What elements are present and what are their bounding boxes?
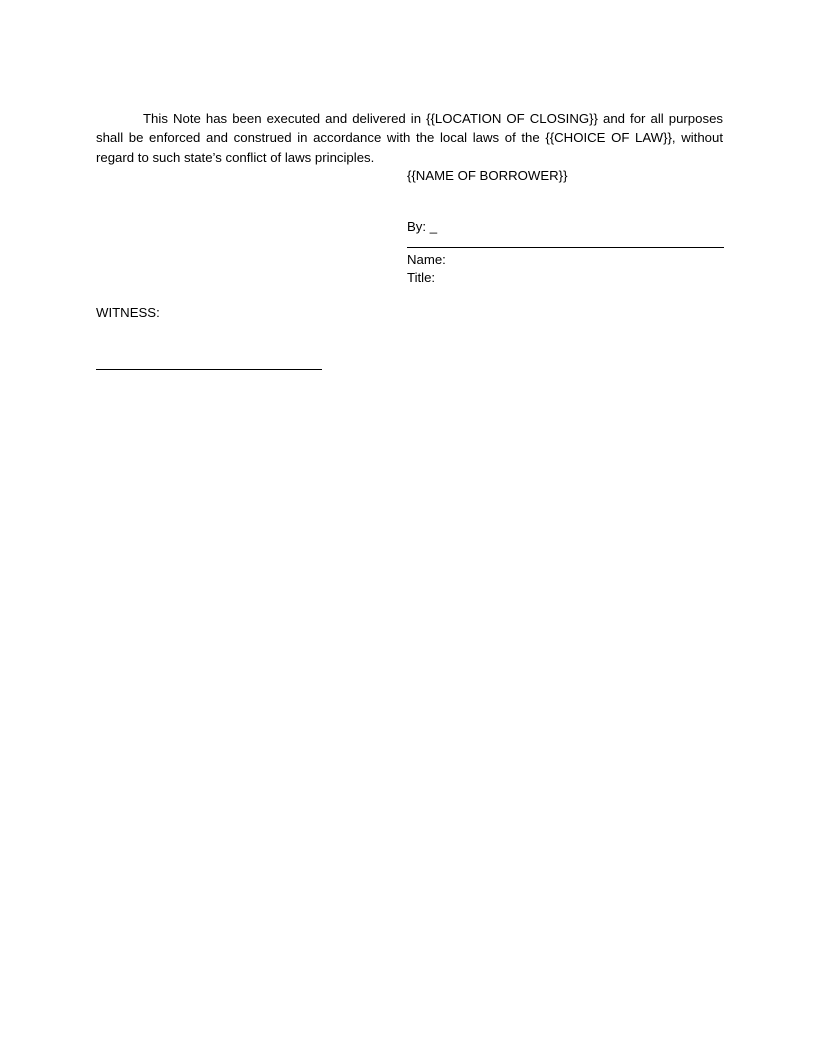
witness-signature-line bbox=[96, 369, 322, 370]
name-label: Name: bbox=[407, 251, 446, 267]
title-label: Title: bbox=[407, 270, 436, 286]
signature-line bbox=[407, 247, 724, 248]
witness-label: WITNESS: bbox=[96, 305, 160, 320]
witness-signature-block bbox=[96, 303, 322, 370]
by-label: By: _ bbox=[407, 219, 438, 235]
governing-law-paragraph: This Note has been executed and delivered in {{LOCATION OF CLOSING}} and for all purposes shall be enforced and construed in accordance with the local laws of the {{CHOICE OF LAW}}, without regard to such state’s conflict of laws principles. bbox=[96, 111, 727, 165]
borrower-name-placeholder: {{NAME OF BORROWER}} bbox=[407, 168, 568, 183]
borrower-signature-block bbox=[407, 166, 724, 288]
